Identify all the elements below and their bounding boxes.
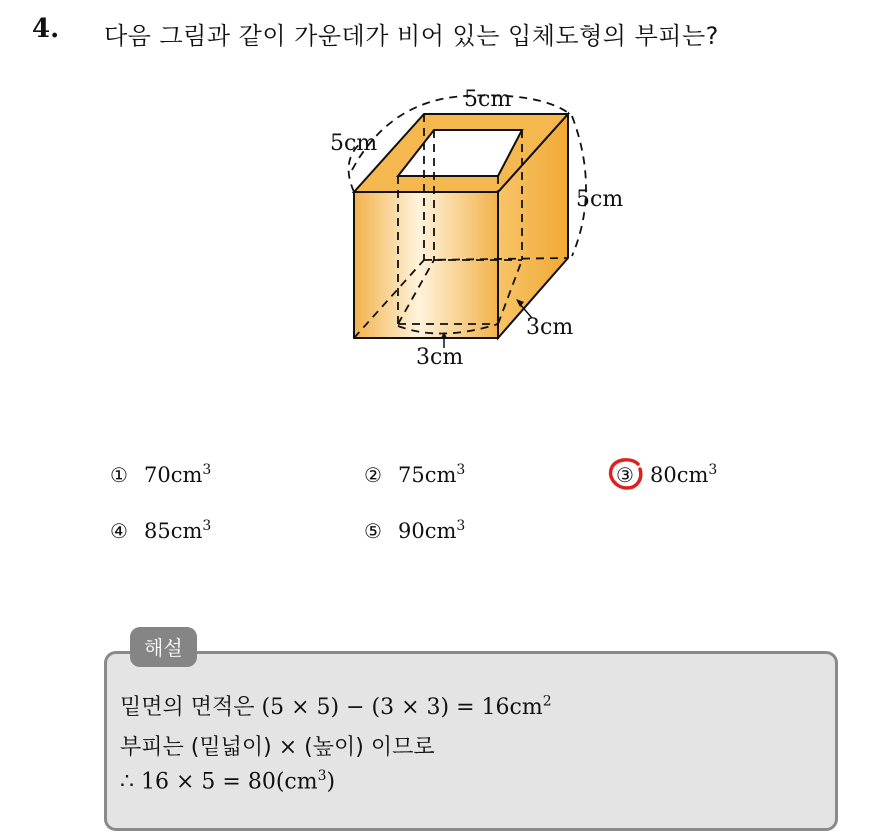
answer-circle-icon (608, 457, 644, 491)
choice-mark: ② (364, 463, 382, 487)
choice-2[interactable] (364, 462, 465, 487)
solution-line-1: 밑면의 면적은 $(5 \times 5) - (3 \times 3) = 16cm^2$ (120, 693, 552, 720)
question-text: 다음 그림과 같이 가운데가 비어 있는 입체도형의 부피는? (104, 22, 719, 50)
choice-mark: ④ (110, 519, 128, 543)
label-inner-right: 3cm (526, 315, 574, 340)
label-top: 5cm (464, 87, 512, 112)
label-right: 5cm (576, 187, 624, 212)
solution-line-3: ∴ $16 \times 5 = 80(cm^3)$ (120, 768, 336, 795)
hollow-prism-figure (300, 80, 660, 380)
solution-line-2: 부피는 (밑넓이) × (높이) 이므로 (120, 735, 435, 760)
front-face (354, 192, 498, 338)
label-left: 5cm (330, 131, 378, 156)
choice-5[interactable] (364, 518, 465, 543)
choice-3[interactable] (616, 462, 717, 487)
choice-1[interactable] (110, 462, 211, 487)
prism-diagram (300, 80, 660, 380)
choice-value: $90cm^3$ (398, 518, 466, 543)
choice-mark: ③ (616, 463, 638, 487)
question-number: 4. (32, 14, 60, 44)
label-inner-bottom: 3cm (416, 345, 464, 370)
choice-4[interactable] (110, 518, 211, 543)
choice-mark: ⑤ (364, 519, 382, 543)
choice-value: $75cm^3$ (398, 462, 466, 487)
choice-value: $80cm^3$ (650, 462, 718, 487)
choice-mark: ① (110, 463, 128, 487)
choice-value: $70cm^3$ (144, 462, 212, 487)
solution-tag: 해설 (130, 627, 197, 667)
choice-value: $85cm^3$ (144, 518, 212, 543)
